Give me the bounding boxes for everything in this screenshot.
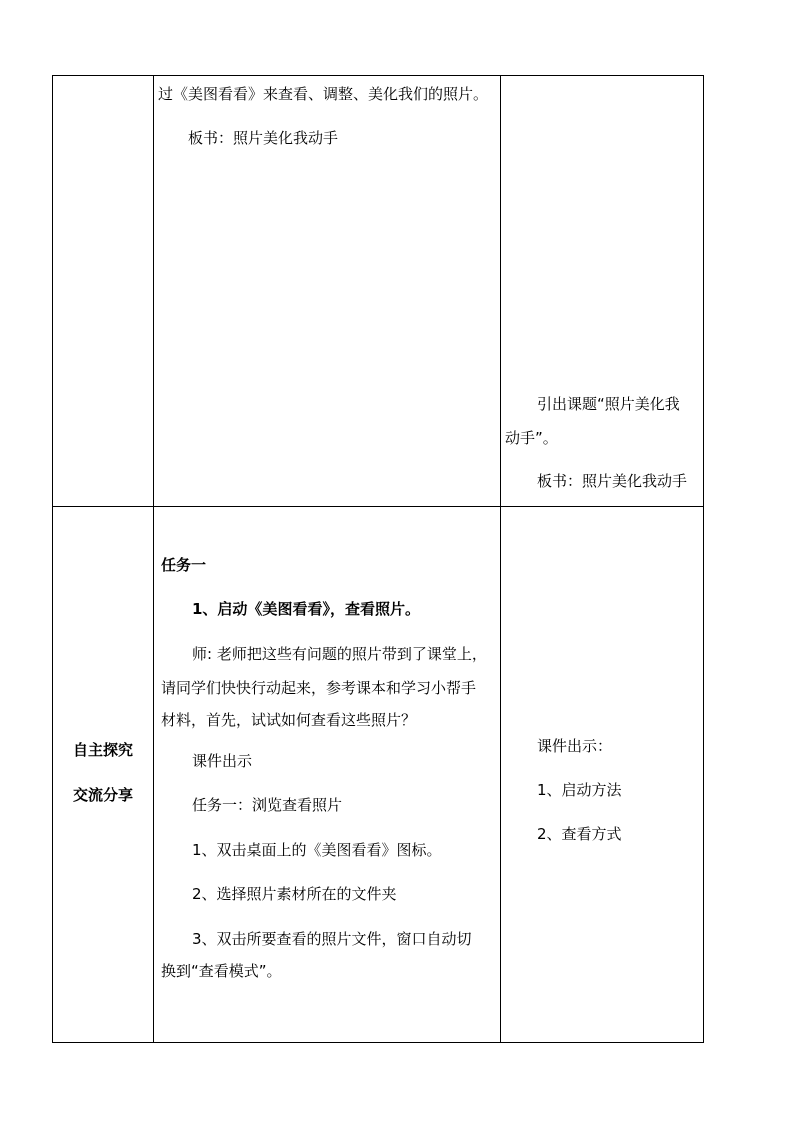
step-item: 换到“查看模式”。 [161, 962, 282, 980]
notes-text: 动手”。 [505, 429, 558, 447]
blackboard-note: 板书：照片美化我动手 [537, 472, 688, 490]
lesson-plan-table [52, 75, 704, 1043]
notes-item: 2、查看方式 [537, 825, 622, 843]
courseware-label: 课件出示 [192, 752, 253, 770]
notes-cell [501, 76, 704, 507]
activity-cell [154, 76, 501, 507]
step-item: 1、双击桌面上的《美图看看》图标。 [192, 841, 442, 859]
notes-cell [501, 507, 704, 1043]
stage-label: 交流分享 [72, 786, 133, 804]
notes-text: 引出课题“照片美化我 [537, 395, 680, 413]
step-item: 3、双击所要查看的照片文件，窗口自动切 [192, 930, 472, 948]
table-row [53, 76, 704, 507]
task-subtitle: 任务一：浏览查看照片 [192, 796, 343, 814]
activity-cell [154, 507, 501, 1043]
stage-cell [53, 507, 154, 1043]
notes-item: 1、启动方法 [537, 781, 622, 799]
stage-cell [53, 76, 154, 507]
step-item: 2、选择照片素材所在的文件夹 [192, 885, 397, 903]
notes-title: 课件出示： [537, 737, 613, 755]
blackboard-note: 板书：照片美化我动手 [188, 129, 339, 147]
table-row [53, 507, 704, 1043]
teacher-text: 材料，首先，试试如何查看这些照片？ [161, 711, 417, 729]
teacher-text: 师: 老师把这些有问题的照片带到了课堂上， [192, 645, 487, 663]
teacher-text: 请同学们快快行动起来，参考课本和学习小帮手 [161, 679, 477, 697]
stage-label: 自主探究 [72, 741, 133, 759]
task-title: 任务一 [161, 556, 207, 574]
step-heading: 1、启动《美图看看》，查看照片。 [192, 600, 420, 618]
activity-text: 过《美图看看》来查看、调整、美化我们的照片。 [158, 85, 489, 103]
